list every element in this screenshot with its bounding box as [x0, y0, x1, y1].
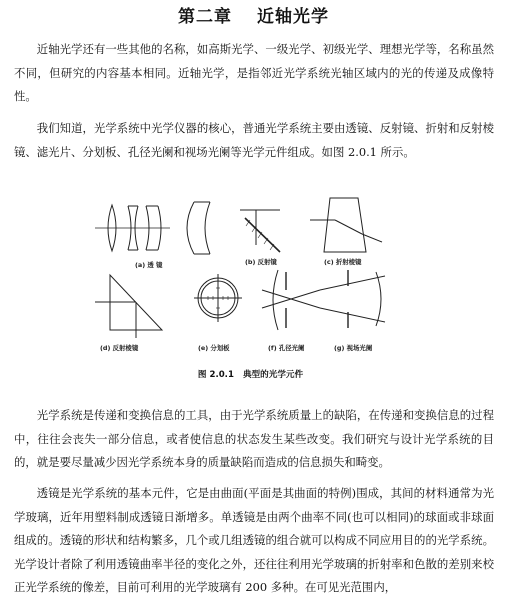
caption-number: 图 2.0.1 [197, 370, 234, 380]
aperture-stop-drawing [262, 270, 320, 330]
caption-text: 典型的光学元件 [242, 370, 304, 380]
reticle-drawing [194, 274, 242, 322]
paragraph-4: 透镜是光学系统的基本元件，它是由曲面(平面是其曲面的特例)围成，其间的材料通常为光学玻璃，近年用塑料制成透镜日渐增多。单透镜是由两个曲率不同(也可以相同)的球面或非球面组成的。透镜的形状和结构繁多，几个或几组透镜的组合就可以构成不同应用目的的光学系统。光学设计者除了利用透镜曲率半径的变化之外，还往往利用光学玻璃的折射率和色散的差别来校正光学系统的像差，目前可利用的光学玻璃有 200 多种。在可见光范围内， [14, 486, 494, 594]
label-a: (a) 透 镜 [135, 261, 163, 269]
label-c: (c) 折射棱镜 [324, 258, 362, 266]
field-stop-drawing [320, 270, 385, 328]
paragraph-2: 我们知道，光学系统中光学仪器的核心，普通光学系统主要由透镜、反射镜、折射和反射棱镜、滤光片、分划板、孔径光阑和视场光阑等光学元件组成。如图 2.0.1 所示。 [14, 121, 494, 159]
refracting-prism-drawing [310, 198, 382, 252]
paragraph-3: 光学系统是传递和变换信息的工具，由于光学系统质量上的缺陷，在传递和变换信息的过程中，往往会丧失一部分信息，或者使信息的状态发生某些改变。我们研究与设计光学系统的目的，就是要尽量减少因光学系统本身的质量缺陷而造成的信息损失和畸变。 [14, 408, 494, 469]
lens-drawing [95, 202, 210, 254]
label-g: (g) 视场光阑 [334, 344, 373, 352]
label-e: (e) 分划板 [198, 344, 230, 352]
figure-caption [0, 368, 507, 380]
label-b: (b) 反射镜 [245, 258, 277, 266]
paragraph-1: 近轴光学还有一些其他的名称，如高斯光学、一级光学、初级光学、理想光学等，名称虽然不同，但研究的内容基本相同。近轴光学，是指邻近光学系统光轴区域内的光的传递及成像特性。 [14, 42, 494, 103]
optical-elements-figure [90, 190, 390, 370]
label-d: (d) 反射棱镜 [100, 344, 139, 352]
chapter-heading [0, 2, 507, 27]
label-f: (f) 孔径光阑 [268, 344, 305, 352]
chapter-title: 近轴光学 [256, 7, 329, 27]
reflecting-prism-drawing [95, 275, 162, 338]
mirror-drawing [240, 210, 280, 252]
chapter-number: 第二章 [178, 7, 233, 27]
